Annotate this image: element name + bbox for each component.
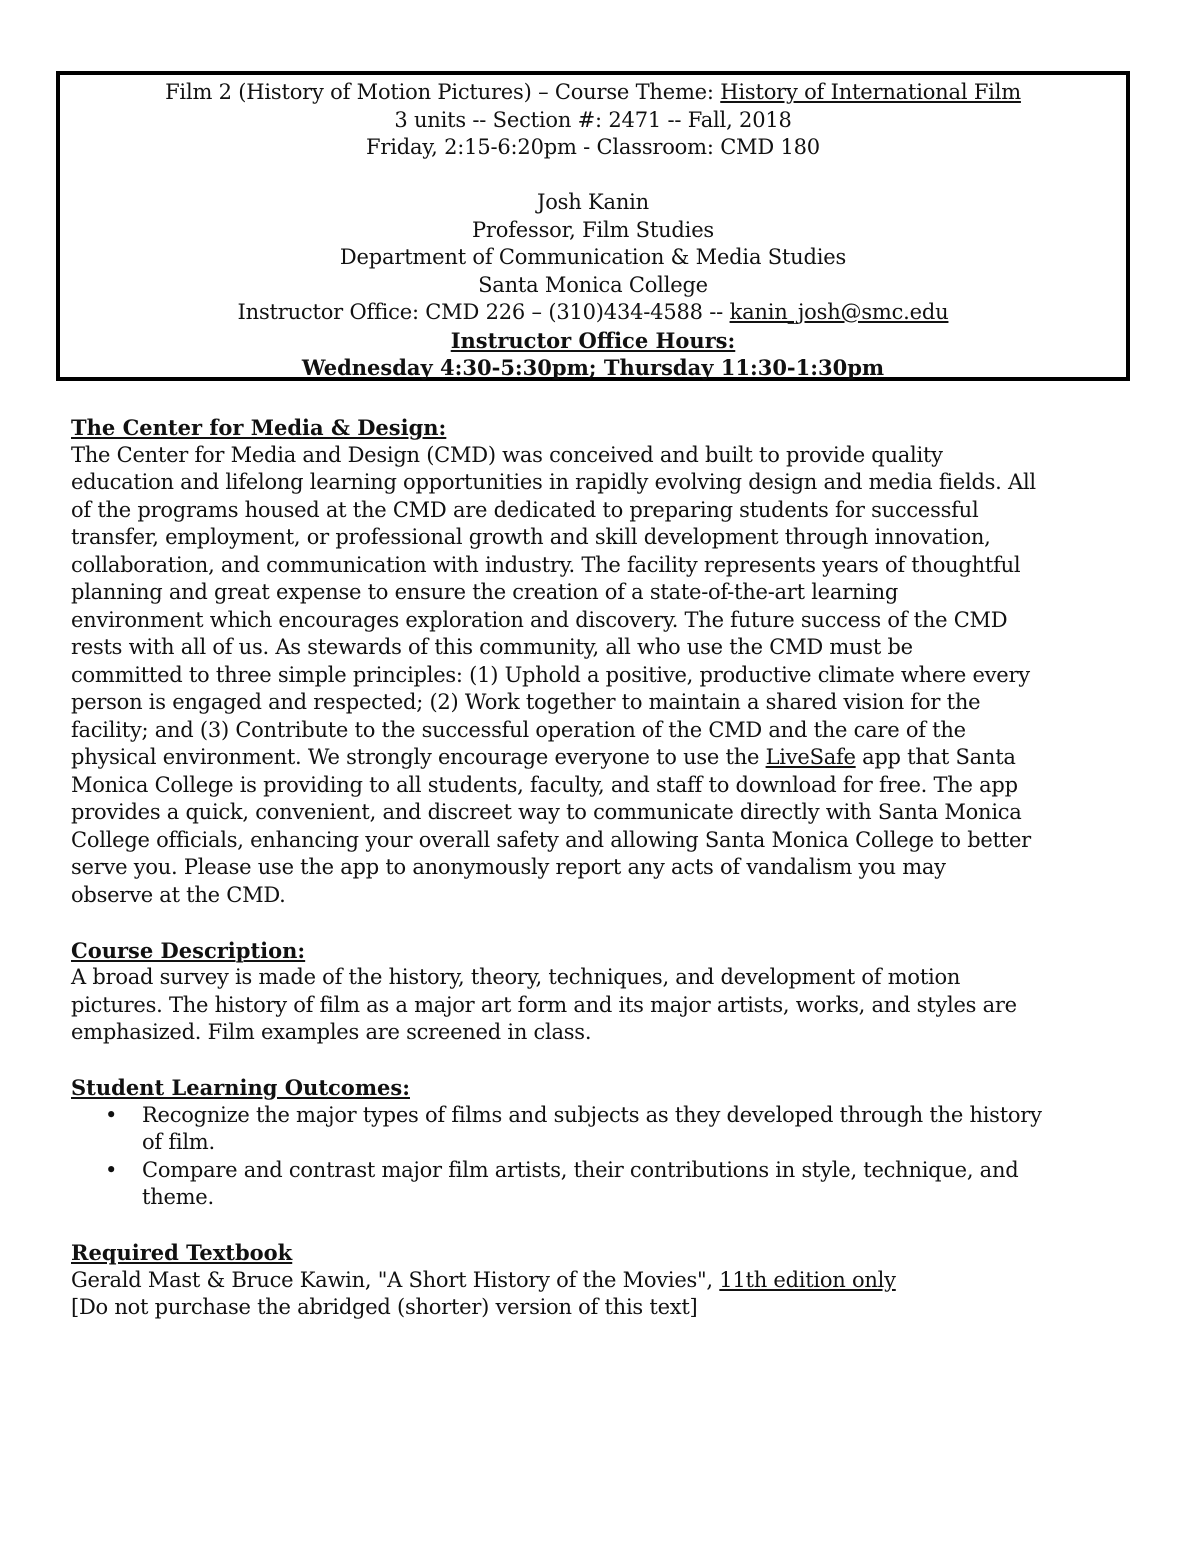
office-contact-line: Instructor Office: CMD 226 – (310)434-4588 -- kanin_josh@smc.edu	[237, 300, 949, 324]
course-description-heading: Course Description:	[71, 937, 306, 963]
paragraph-line: pictures. The history of film as a major art form and its major artists, works, and styles are	[71, 992, 1017, 1017]
paragraph-line: facility; and (3) Contribute to the successful operation of the CMD and the care of the	[71, 717, 966, 742]
paragraph-line: The Center for Media and Design (CMD) was conceived and built to provide quality	[71, 442, 943, 467]
units-line: 3 units -- Section #: 2471 -- Fall, 2018	[394, 107, 792, 132]
course-title-line: Film 2 (History of Motion Pictures) – Course Theme: History of International Film	[165, 80, 1021, 104]
paragraph-line: College officials, enhancing your overall safety and allowing Santa Monica College to better	[71, 827, 1031, 852]
schedule-line: Friday, 2:15-6:20pm - Classroom: CMD 180	[366, 135, 820, 159]
instructor-name: Josh Kanin	[536, 190, 649, 214]
list-item-line: theme.	[142, 1185, 214, 1209]
paragraph-line: Monica College is providing to all students, faculty, and staff to download for free. The app	[71, 772, 1018, 797]
syllabus-body	[71, 414, 1141, 1322]
textbook-heading: Required Textbook	[71, 1240, 293, 1265]
instructor-title: Professor, Film Studies	[472, 217, 714, 242]
paragraph-line: planning and great expense to ensure the creation of a state-of-the-art learning	[71, 580, 899, 604]
cmd-heading: The Center for Media & Design:	[71, 415, 447, 440]
paragraph-line: transfer, employment, or professional growth and skill development through innovation,	[71, 525, 991, 549]
course-header-box	[56, 71, 1130, 381]
livesafe-link[interactable]: LiveSafe	[765, 745, 856, 769]
header-spacer	[60, 162, 1126, 190]
section-gap	[71, 909, 1141, 937]
paragraph-line: person is engaged and respected; (2) Work together to maintain a shared vision for the	[71, 690, 981, 714]
list-item	[71, 1102, 1141, 1157]
paragraph-line: collaboration, and communication with industry. The facility represents years of thoughtful	[71, 552, 1021, 577]
cmd-paragraph	[71, 442, 1141, 910]
email-link[interactable]: kanin_josh@smc.edu	[729, 300, 949, 324]
list-item-line: of film.	[142, 1130, 215, 1154]
list-item-line: Recognize the major types of films and subjects as they developed through the history	[142, 1102, 1042, 1127]
paragraph-line: emphasized. Film examples are screened in class.	[71, 1020, 592, 1044]
list-item	[71, 1157, 1141, 1212]
paragraph-line: rests with all of us. As stewards of this community, all who use the CMD must be	[71, 635, 913, 659]
textbook-edition: 11th edition only	[719, 1267, 896, 1292]
list-item-line: Compare and contrast major film artists, their contributions in style, technique, and	[142, 1157, 1019, 1182]
paragraph-line: committed to three simple principles: (1) Uphold a positive, productive climate where every	[71, 662, 1030, 687]
learning-outcomes-heading: Student Learning Outcomes:	[71, 1075, 410, 1100]
textbook-note: [Do not purchase the abridged (shorter) version of this text]	[71, 1295, 698, 1319]
paragraph-line: provides a quick, convenient, and discreet way to communicate directly with Santa Monica	[71, 800, 1022, 824]
section-gap	[71, 1212, 1141, 1240]
bullet-icon: •	[105, 1102, 118, 1127]
department-name: Department of Communication & Media Studies	[339, 245, 847, 269]
section-gap	[71, 1047, 1141, 1075]
paragraph-line: observe at the CMD.	[71, 882, 286, 907]
course-description-paragraph	[71, 964, 1141, 1047]
office-hours-label: Instructor Office Hours:	[450, 327, 736, 353]
learning-outcomes-list	[71, 1102, 1141, 1212]
office-hours: Wednesday 4:30-5:30pm; Thursday 11:30-1:30pm	[301, 355, 885, 380]
bullet-icon: •	[105, 1157, 118, 1182]
paragraph-line: physical environment. We strongly encourage everyone to use the LiveSafe app that Santa	[71, 745, 1016, 769]
paragraph-line: of the programs housed at the CMD are dedicated to preparing students for successful	[71, 497, 979, 522]
college-name: Santa Monica College	[478, 272, 708, 297]
paragraph-line: education and lifelong learning opportunities in rapidly evolving design and media fields. All	[71, 470, 1036, 494]
paragraph-line: A broad survey is made of the history, theory, techniques, and development of motion	[71, 965, 961, 989]
textbook-citation: Gerald Mast & Bruce Kawin, "A Short History of the Movies", 11th edition only	[71, 1267, 896, 1292]
paragraph-line: serve you. Please use the app to anonymously report any acts of vandalism you may	[71, 855, 946, 879]
course-theme: History of International Film	[720, 80, 1021, 104]
paragraph-line: environment which encourages exploration and discovery. The future success of the CMD	[71, 607, 1008, 632]
